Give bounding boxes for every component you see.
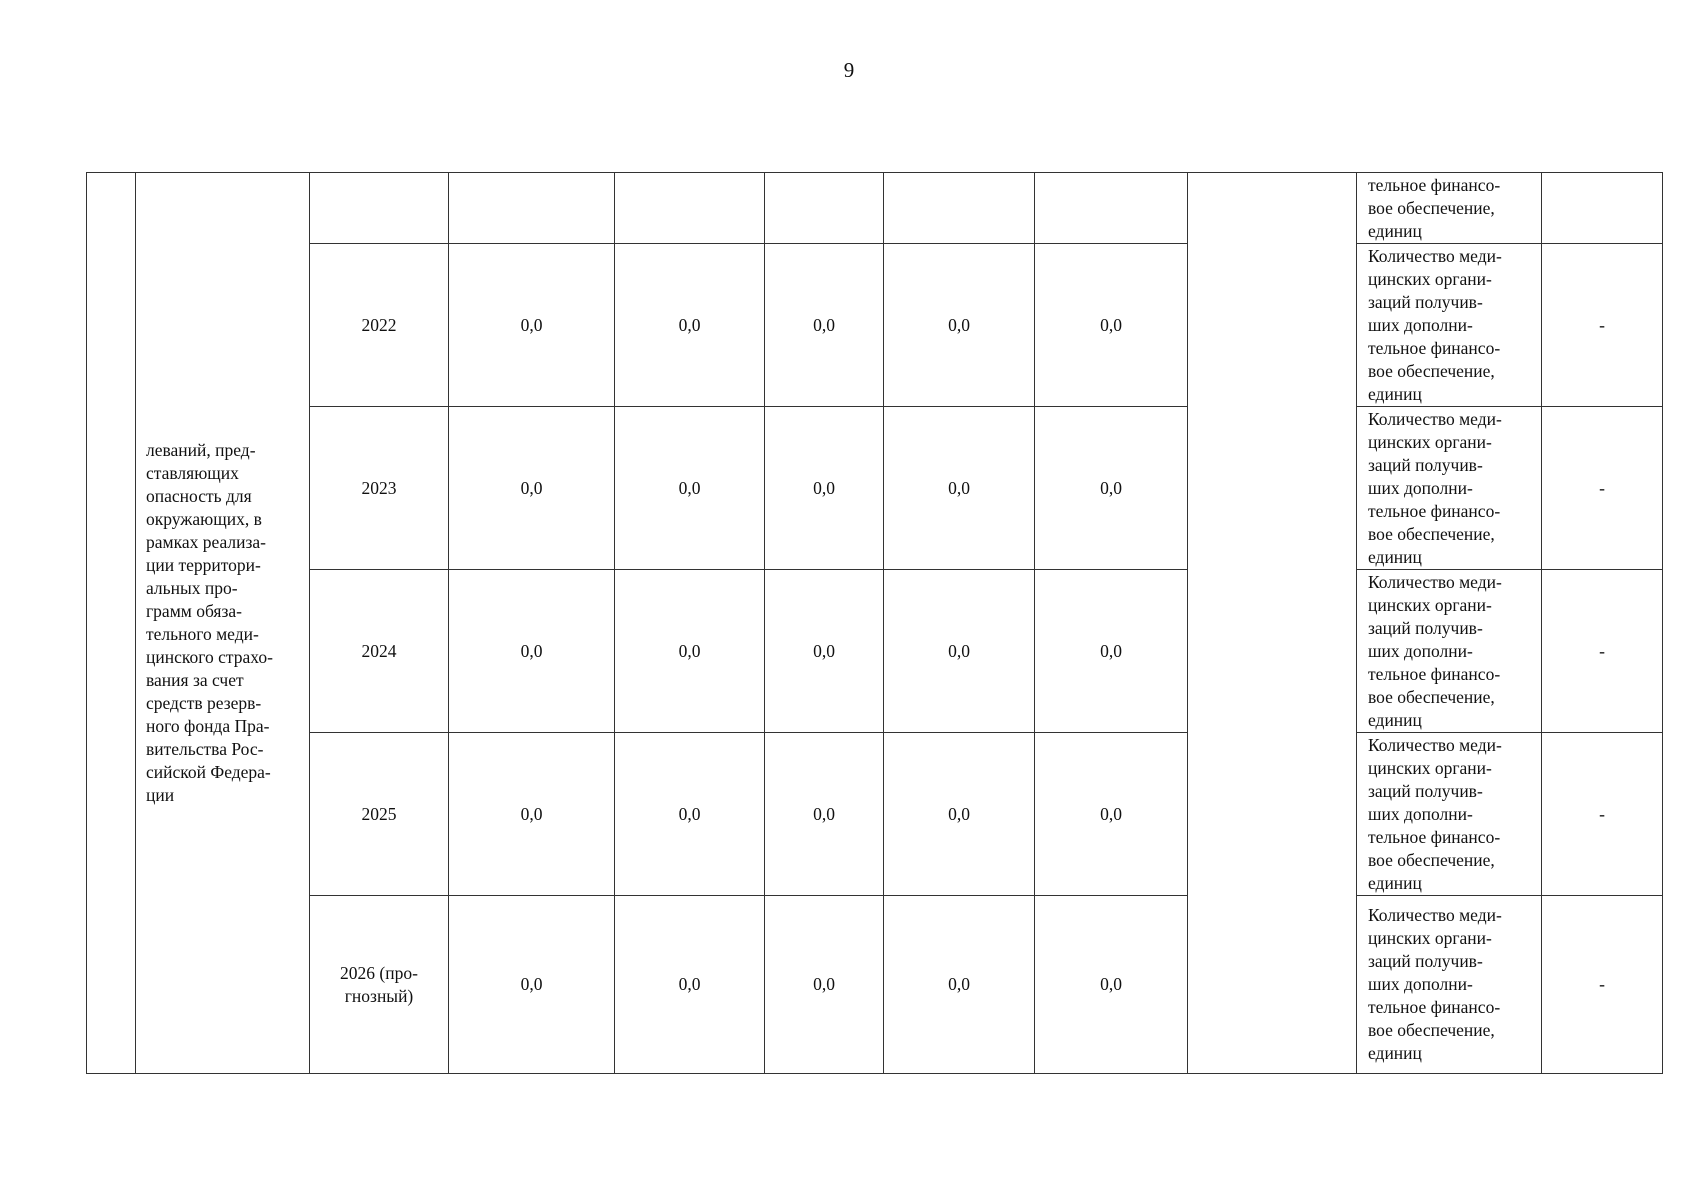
table-row — [87, 407, 1663, 570]
value-cell: 0,0 — [1035, 896, 1188, 1074]
indicator-cell: Количество меди- цинских органи- заций получив- ших дополни- тельное финансо- вое обеспечение, единиц — [1357, 896, 1542, 1074]
executor-cell — [1188, 173, 1357, 1074]
table-row — [87, 733, 1663, 896]
value-cell: 0,0 — [884, 896, 1035, 1074]
value-cell: 0,0 — [449, 733, 615, 896]
value-cell — [449, 173, 615, 244]
value-cell: 0,0 — [884, 570, 1035, 733]
target-cell: - — [1542, 407, 1663, 570]
table-row — [87, 896, 1663, 1074]
value-cell: 0,0 — [1035, 733, 1188, 896]
value-cell: 0,0 — [449, 896, 615, 1074]
page-number: 9 — [843, 58, 855, 82]
table-row-continuation — [87, 173, 1663, 244]
year-cell: 2026 (про- гнозный) — [310, 896, 449, 1074]
value-cell: 0,0 — [765, 407, 884, 570]
year-cell: 2023 — [310, 407, 449, 570]
indicator-cell: Количество меди- цинских органи- заций получив- ших дополни- тельное финансо- вое обеспечение, единиц — [1357, 244, 1542, 407]
table-row — [87, 570, 1663, 733]
value-cell: 0,0 — [884, 407, 1035, 570]
value-cell: 0,0 — [765, 570, 884, 733]
value-cell: 0,0 — [449, 570, 615, 733]
value-cell — [615, 173, 765, 244]
number-cell — [87, 173, 136, 1074]
target-cell: - — [1542, 733, 1663, 896]
value-cell: 0,0 — [765, 244, 884, 407]
value-cell: 0,0 — [615, 896, 765, 1074]
year-cell: 2025 — [310, 733, 449, 896]
target-cell: - — [1542, 244, 1663, 407]
value-cell: 0,0 — [884, 244, 1035, 407]
value-cell: 0,0 — [615, 407, 765, 570]
indicator-cell: Количество меди- цинских органи- заций получив- ших дополни- тельное финансо- вое обеспечение, единиц — [1357, 407, 1542, 570]
table-row — [87, 244, 1663, 407]
value-cell: 0,0 — [1035, 570, 1188, 733]
indicator-cell: Количество меди- цинских органи- заций получив- ших дополни- тельное финансо- вое обеспечение, единиц — [1357, 733, 1542, 896]
value-cell: 0,0 — [615, 570, 765, 733]
measure-description: леваний, пред- ставляющих опасность для окружающих, в рамках реализа- ции территори- альных про- грамм обяза- тельного меди- цинского страхо- вания за счет средств резерв- ного фонда Пра- вительства Рос- сийской Федера- ции — [146, 440, 273, 805]
value-cell: 0,0 — [765, 896, 884, 1074]
value-cell: 0,0 — [615, 244, 765, 407]
value-cell: 0,0 — [449, 244, 615, 407]
indicator-cell: тельное финансо- вое обеспечение, единиц — [1357, 173, 1542, 244]
value-cell: 0,0 — [1035, 244, 1188, 407]
indicator-cell: Количество меди- цинских органи- заций получив- ших дополни- тельное финансо- вое обеспечение, единиц — [1357, 570, 1542, 733]
target-cell: - — [1542, 896, 1663, 1074]
budget-table — [86, 172, 1663, 1074]
value-cell: 0,0 — [884, 733, 1035, 896]
value-cell: 0,0 — [449, 407, 615, 570]
value-cell — [765, 173, 884, 244]
year-cell: 2022 — [310, 244, 449, 407]
value-cell: 0,0 — [1035, 407, 1188, 570]
target-cell — [1542, 173, 1663, 244]
value-cell — [884, 173, 1035, 244]
year-cell — [310, 173, 449, 244]
year-cell: 2024 — [310, 570, 449, 733]
measure-description-cell — [136, 173, 310, 1074]
target-cell: - — [1542, 570, 1663, 733]
value-cell: 0,0 — [765, 733, 884, 896]
value-cell: 0,0 — [615, 733, 765, 896]
value-cell — [1035, 173, 1188, 244]
